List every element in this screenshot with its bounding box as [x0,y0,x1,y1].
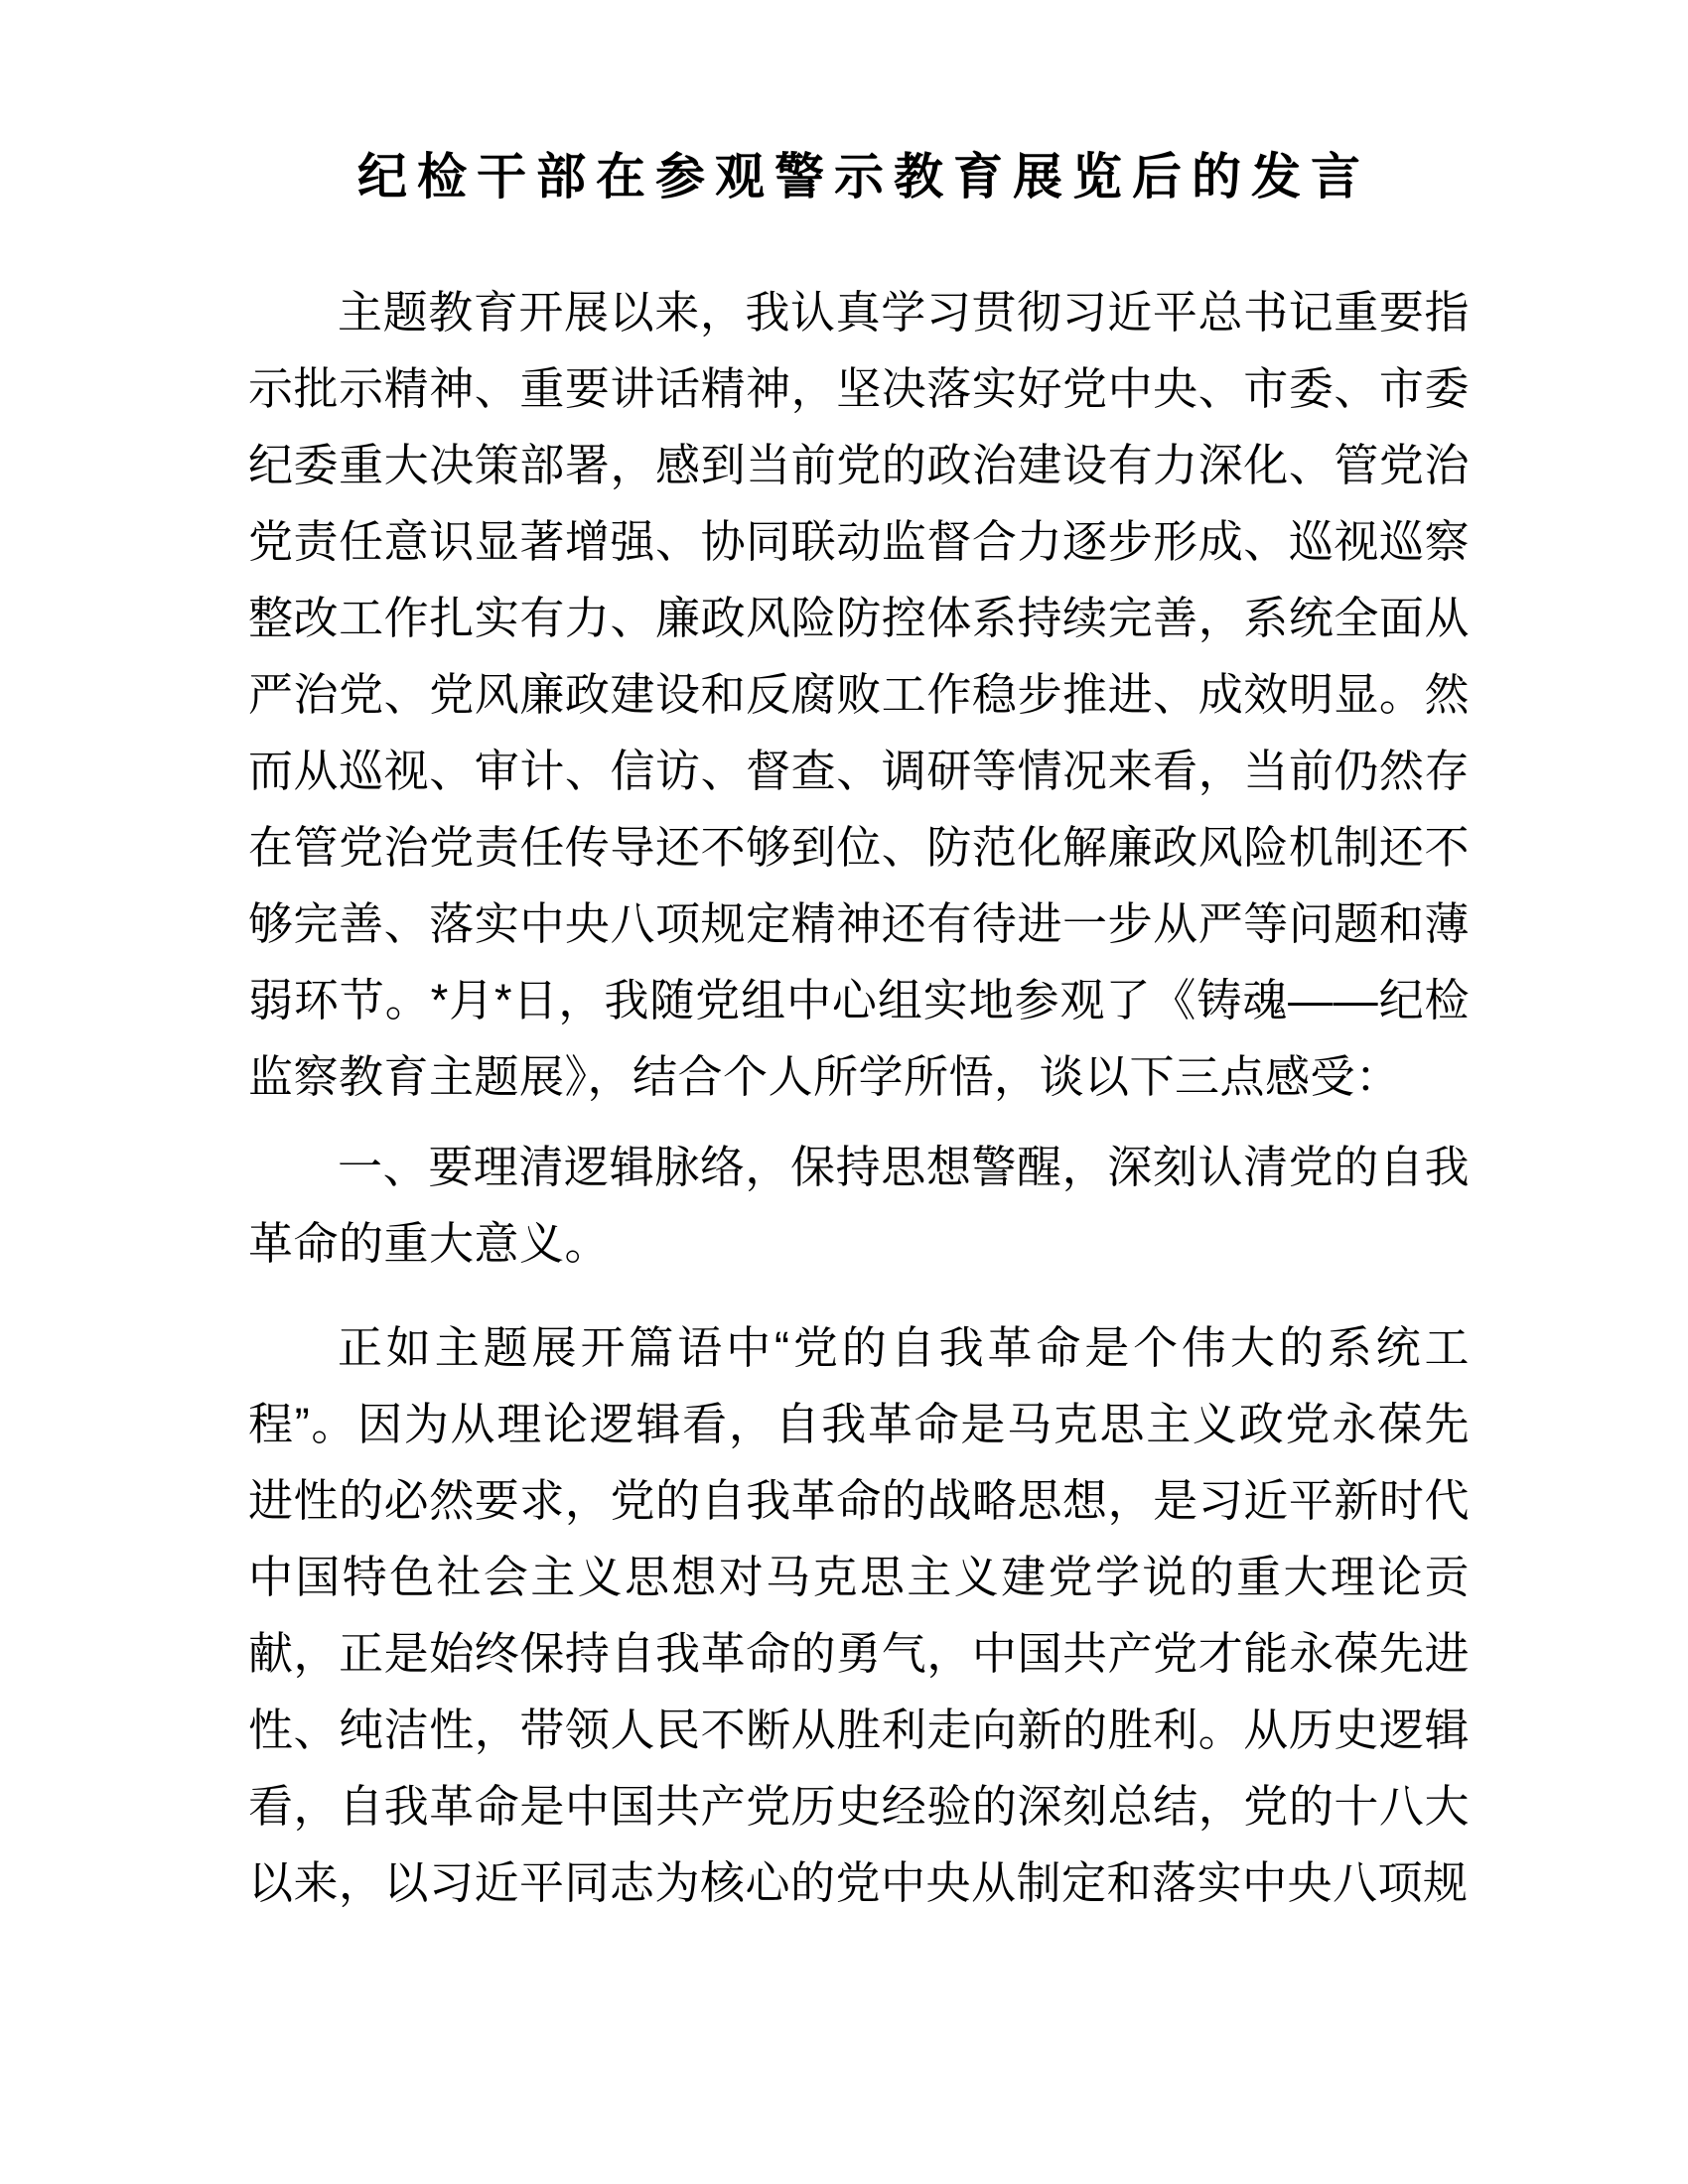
section-heading-1: 一、要理清逻辑脉络，保持思想警醒，深刻认清党的自我革命的重大意义。 [248,1142,1470,1269]
paragraph-section-1-body: 正如主题展开篇语中“党的自我革命是个伟大的系统工程”。因为从理论逻辑看，自我革命是马克思主义政党永葆先进性的必然要求，党的自我革命的战略思想，是习近平新时代中国特色社会主义思想对马克思主义建党学说的重大理论贡献，正是始终保持自我革命的勇气，中国共产党才能永葆先进性、纯洁性，带领人民不断从胜利走向新的胜利。从历史逻辑看，自我革命是中国共产党历史经验的深刻总结，党的十八大以来，以习近平同志为核心的党中央从制定和落实中央八项规 [248,1322,1470,1908]
paragraph-intro: 主题教育开展以来，我认真学习贯彻习近平总书记重要指示批示精神、重要讲话精神，坚决落实好党中央、市委、市委纪委重大决策部署，感到当前党的政治建设有力深化、管党治党责任意识显著增强、协同联动监督合力逐步形成、巡视巡察整改工作扎实有力、廉政风险防控体系持续完善，系统全面从严治党、党风廉政建设和反腐败工作稳步推进、成效明显。然而从巡视、审计、信访、督查、调研等情况来看，当前仍然存在管党治党责任传导还不够到位、防范化解廉政风险机制还不够完善、落实中央八项规定精神还有待进一步从严等问题和薄弱环节。*月*日，我随党组中心组实地参观了《铸魂——纪检监察教育主题展》，结合个人所学所悟，谈以下三点感受： [248,287,1470,1102]
document-title: 纪检干部在参观警示教育展览后的发言 [357,149,1370,205]
